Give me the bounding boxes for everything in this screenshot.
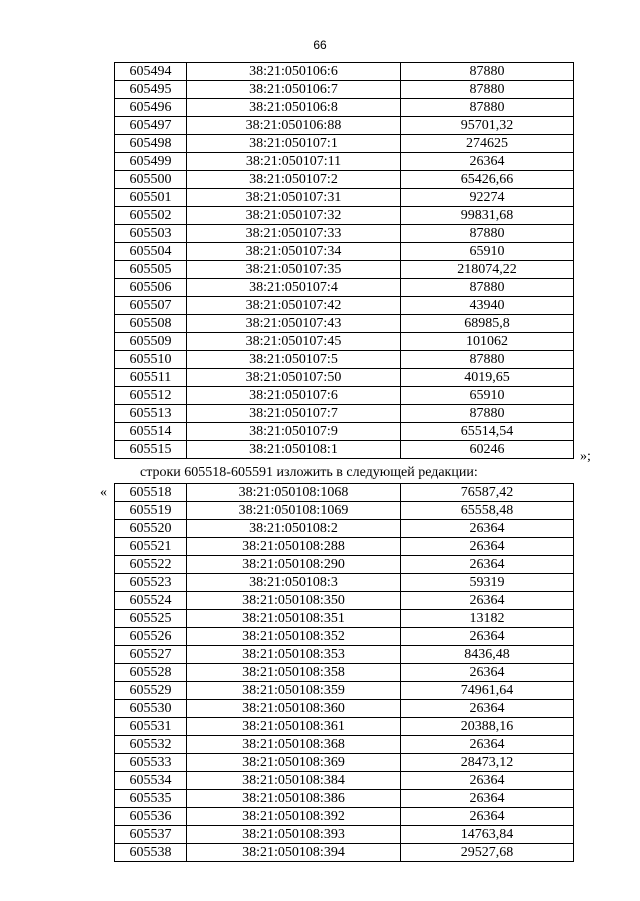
row-number-cell: 605519 (115, 502, 187, 520)
row-number-cell: 605494 (115, 63, 187, 81)
value-cell: 29527,68 (401, 844, 574, 862)
value-cell: 87880 (401, 99, 574, 117)
cadastral-number-cell: 38:21:050106:88 (187, 117, 401, 135)
table-row (115, 333, 574, 351)
value-cell: 26364 (401, 592, 574, 610)
table-row (115, 790, 574, 808)
value-cell: 4019,65 (401, 369, 574, 387)
value-cell: 8436,48 (401, 646, 574, 664)
cadastral-number-cell: 38:21:050107:42 (187, 297, 401, 315)
table-row (115, 628, 574, 646)
row-number-cell: 605522 (115, 556, 187, 574)
value-cell: 26364 (401, 772, 574, 790)
value-cell: 218074,22 (401, 261, 574, 279)
table-row (115, 592, 574, 610)
row-number-cell: 605528 (115, 664, 187, 682)
opening-quote: « (100, 485, 107, 500)
row-number-cell: 605513 (115, 405, 187, 423)
cadastral-number-cell: 38:21:050108:2 (187, 520, 401, 538)
value-cell: 76587,42 (401, 484, 574, 502)
row-number-cell: 605510 (115, 351, 187, 369)
table-row (115, 772, 574, 790)
cadastral-number-cell: 38:21:050108:369 (187, 754, 401, 772)
value-cell: 101062 (401, 333, 574, 351)
row-number-cell: 605508 (115, 315, 187, 333)
cadastral-number-cell: 38:21:050107:2 (187, 171, 401, 189)
closing-quote: »; (580, 449, 591, 464)
value-cell: 87880 (401, 63, 574, 81)
cadastral-number-cell: 38:21:050108:353 (187, 646, 401, 664)
table-row (115, 610, 574, 628)
cadastral-number-cell: 38:21:050106:8 (187, 99, 401, 117)
cadastral-number-cell: 38:21:050108:351 (187, 610, 401, 628)
row-number-cell: 605503 (115, 225, 187, 243)
row-number-cell: 605518 (115, 484, 187, 502)
row-number-cell: 605535 (115, 790, 187, 808)
row-number-cell: 605506 (115, 279, 187, 297)
table-row (115, 718, 574, 736)
cadastral-number-cell: 38:21:050108:350 (187, 592, 401, 610)
table-row (115, 808, 574, 826)
value-cell: 87880 (401, 225, 574, 243)
table-row (115, 81, 574, 99)
table-row (115, 646, 574, 664)
cadastral-number-cell: 38:21:050107:34 (187, 243, 401, 261)
value-cell: 99831,68 (401, 207, 574, 225)
value-cell: 92274 (401, 189, 574, 207)
cadastral-number-cell: 38:21:050108:360 (187, 700, 401, 718)
table-row (115, 171, 574, 189)
cadastral-number-cell: 38:21:050108:1069 (187, 502, 401, 520)
value-cell: 60246 (401, 441, 574, 459)
value-cell: 20388,16 (401, 718, 574, 736)
value-cell: 95701,32 (401, 117, 574, 135)
table-row (115, 297, 574, 315)
cadastral-number-cell: 38:21:050108:393 (187, 826, 401, 844)
value-cell: 26364 (401, 736, 574, 754)
table-row (115, 369, 574, 387)
value-cell: 26364 (401, 790, 574, 808)
cadastral-number-cell: 38:21:050108:392 (187, 808, 401, 826)
row-number-cell: 605514 (115, 423, 187, 441)
value-cell: 87880 (401, 351, 574, 369)
row-number-cell: 605534 (115, 772, 187, 790)
row-number-cell: 605509 (115, 333, 187, 351)
cadastral-number-cell: 38:21:050107:31 (187, 189, 401, 207)
value-cell: 87880 (401, 81, 574, 99)
row-number-cell: 605496 (115, 99, 187, 117)
table-row (115, 153, 574, 171)
value-cell: 26364 (401, 700, 574, 718)
cadastral-number-cell: 38:21:050106:7 (187, 81, 401, 99)
row-number-cell: 605523 (115, 574, 187, 592)
registry-table-1 (114, 62, 574, 459)
cadastral-number-cell: 38:21:050108:359 (187, 682, 401, 700)
cadastral-number-cell: 38:21:050107:32 (187, 207, 401, 225)
value-cell: 87880 (401, 279, 574, 297)
row-number-cell: 605499 (115, 153, 187, 171)
table-row (115, 502, 574, 520)
cadastral-number-cell: 38:21:050107:43 (187, 315, 401, 333)
value-cell: 13182 (401, 610, 574, 628)
cadastral-number-cell: 38:21:050107:50 (187, 369, 401, 387)
value-cell: 87880 (401, 405, 574, 423)
row-number-cell: 605524 (115, 592, 187, 610)
row-number-cell: 605525 (115, 610, 187, 628)
page-number: 66 (313, 38, 327, 52)
value-cell: 26364 (401, 538, 574, 556)
cadastral-number-cell: 38:21:050108:386 (187, 790, 401, 808)
cadastral-number-cell: 38:21:050108:384 (187, 772, 401, 790)
value-cell: 59319 (401, 574, 574, 592)
cadastral-number-cell: 38:21:050108:361 (187, 718, 401, 736)
table-row (115, 441, 574, 459)
row-number-cell: 605515 (115, 441, 187, 459)
row-number-cell: 605526 (115, 628, 187, 646)
row-number-cell: 605538 (115, 844, 187, 862)
table-row (115, 826, 574, 844)
value-cell: 274625 (401, 135, 574, 153)
table-row (115, 754, 574, 772)
row-number-cell: 605512 (115, 387, 187, 405)
row-number-cell: 605498 (115, 135, 187, 153)
table-row (115, 189, 574, 207)
amendment-instruction: строки 605518-605591 изложить в следующей редакции: (140, 465, 478, 480)
value-cell: 26364 (401, 664, 574, 682)
cadastral-number-cell: 38:21:050108:1 (187, 441, 401, 459)
row-number-cell: 605521 (115, 538, 187, 556)
value-cell: 26364 (401, 153, 574, 171)
cadastral-number-cell: 38:21:050107:33 (187, 225, 401, 243)
table-row (115, 63, 574, 81)
cadastral-number-cell: 38:21:050107:1 (187, 135, 401, 153)
cadastral-number-cell: 38:21:050107:11 (187, 153, 401, 171)
registry-table-2 (114, 483, 574, 862)
row-number-cell: 605529 (115, 682, 187, 700)
cadastral-number-cell: 38:21:050106:6 (187, 63, 401, 81)
row-number-cell: 605505 (115, 261, 187, 279)
row-number-cell: 605537 (115, 826, 187, 844)
table-row (115, 225, 574, 243)
table-row (115, 99, 574, 117)
value-cell: 65910 (401, 243, 574, 261)
cadastral-number-cell: 38:21:050108:288 (187, 538, 401, 556)
value-cell: 26364 (401, 808, 574, 826)
value-cell: 68985,8 (401, 315, 574, 333)
table-row (115, 351, 574, 369)
cadastral-number-cell: 38:21:050108:368 (187, 736, 401, 754)
row-number-cell: 605495 (115, 81, 187, 99)
value-cell: 65910 (401, 387, 574, 405)
row-number-cell: 605502 (115, 207, 187, 225)
cadastral-number-cell: 38:21:050108:3 (187, 574, 401, 592)
cadastral-number-cell: 38:21:050107:45 (187, 333, 401, 351)
row-number-cell: 605501 (115, 189, 187, 207)
row-number-cell: 605532 (115, 736, 187, 754)
table-row (115, 844, 574, 862)
table-row (115, 538, 574, 556)
cadastral-number-cell: 38:21:050108:1068 (187, 484, 401, 502)
row-number-cell: 605497 (115, 117, 187, 135)
cadastral-number-cell: 38:21:050107:9 (187, 423, 401, 441)
row-number-cell: 605533 (115, 754, 187, 772)
cadastral-number-cell: 38:21:050107:5 (187, 351, 401, 369)
cadastral-number-cell: 38:21:050107:6 (187, 387, 401, 405)
cadastral-number-cell: 38:21:050107:7 (187, 405, 401, 423)
cadastral-number-cell: 38:21:050107:4 (187, 279, 401, 297)
table-row (115, 261, 574, 279)
table-row (115, 315, 574, 333)
cadastral-number-cell: 38:21:050108:352 (187, 628, 401, 646)
value-cell: 65426,66 (401, 171, 574, 189)
table-row (115, 243, 574, 261)
table-row (115, 279, 574, 297)
table-row (115, 117, 574, 135)
value-cell: 43940 (401, 297, 574, 315)
value-cell: 28473,12 (401, 754, 574, 772)
table-row (115, 736, 574, 754)
cadastral-number-cell: 38:21:050108:358 (187, 664, 401, 682)
value-cell: 26364 (401, 628, 574, 646)
table-row (115, 520, 574, 538)
value-cell: 65558,48 (401, 502, 574, 520)
table-row (115, 207, 574, 225)
row-number-cell: 605507 (115, 297, 187, 315)
table-row (115, 484, 574, 502)
row-number-cell: 605530 (115, 700, 187, 718)
table-row (115, 574, 574, 592)
row-number-cell: 605504 (115, 243, 187, 261)
table-row (115, 405, 574, 423)
row-number-cell: 605500 (115, 171, 187, 189)
table-row (115, 700, 574, 718)
table-row (115, 135, 574, 153)
value-cell: 65514,54 (401, 423, 574, 441)
table-row (115, 556, 574, 574)
table-row (115, 664, 574, 682)
table-row (115, 682, 574, 700)
table-row (115, 387, 574, 405)
cadastral-number-cell: 38:21:050108:290 (187, 556, 401, 574)
cadastral-number-cell: 38:21:050107:35 (187, 261, 401, 279)
row-number-cell: 605520 (115, 520, 187, 538)
row-number-cell: 605511 (115, 369, 187, 387)
value-cell: 74961,64 (401, 682, 574, 700)
cadastral-number-cell: 38:21:050108:394 (187, 844, 401, 862)
row-number-cell: 605536 (115, 808, 187, 826)
value-cell: 14763,84 (401, 826, 574, 844)
row-number-cell: 605527 (115, 646, 187, 664)
value-cell: 26364 (401, 556, 574, 574)
value-cell: 26364 (401, 520, 574, 538)
row-number-cell: 605531 (115, 718, 187, 736)
table-row (115, 423, 574, 441)
